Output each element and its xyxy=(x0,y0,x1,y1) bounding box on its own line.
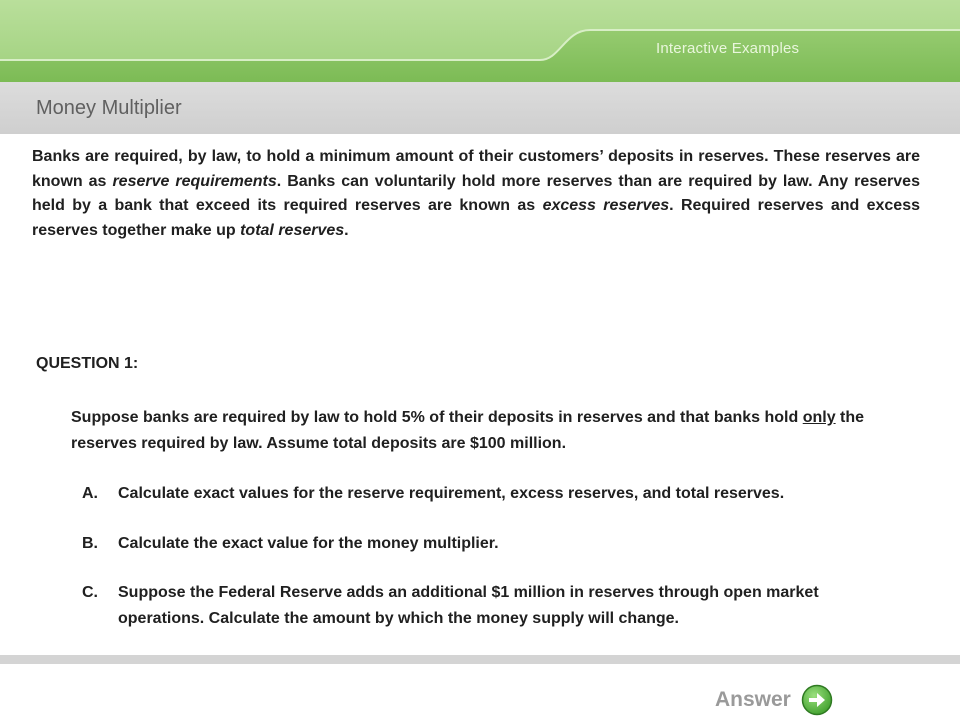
question-item-c xyxy=(82,580,882,632)
item-letter: A. xyxy=(82,485,98,502)
header-wave-graphic xyxy=(0,0,960,82)
green-arrow-right-icon[interactable] xyxy=(801,684,833,716)
intro-text: Banks are required, by law, to hold a minimum amount of their customers’ deposits in reserves. These reserves are known as xyxy=(32,148,920,190)
item-letter: C. xyxy=(82,584,98,601)
intro-paragraph xyxy=(32,145,920,243)
intro-text: . Banks can voluntarily hold more reserves than are required by law. Any reserves held by a bank that exceed its required reserves are known as xyxy=(32,172,920,214)
intro-text: . Required reserves and excess reserves together make up xyxy=(32,197,921,239)
question-text: Suppose banks are required by law to hold 5% of their deposits in reserves and that banks hold xyxy=(71,409,803,426)
item-text: Calculate the exact value for the money multiplier. xyxy=(118,535,499,552)
term-total-reserves: total reserves xyxy=(240,221,345,239)
question-item-a xyxy=(82,481,882,507)
question-heading: QUESTION 1: xyxy=(36,355,139,372)
question-stem xyxy=(71,405,911,457)
item-text: Suppose the Federal Reserve adds an additional $1 million in reserves through open market operations. Calculate the amount by which the money supply will change. xyxy=(118,584,819,627)
section-label: Interactive Examples xyxy=(656,40,800,57)
question-emphasis: only xyxy=(802,409,836,426)
item-letter: B. xyxy=(82,535,98,552)
question-item-b xyxy=(82,531,882,557)
footer-divider xyxy=(0,655,960,664)
answer-button[interactable] xyxy=(715,683,833,717)
term-reserve-requirements: reserve requirements xyxy=(112,172,277,190)
intro-text: . xyxy=(344,221,349,239)
page-title: Money Multiplier xyxy=(36,97,182,119)
item-text: Calculate exact values for the reserve requirement, excess reserves, and total reserves. xyxy=(118,485,785,502)
question-text: the reserves required by law. Assume total deposits are $100 million. xyxy=(71,409,865,452)
term-excess-reserves: excess reserves xyxy=(542,197,670,214)
header-banner xyxy=(0,0,960,82)
answer-label[interactable]: Answer xyxy=(715,688,791,711)
